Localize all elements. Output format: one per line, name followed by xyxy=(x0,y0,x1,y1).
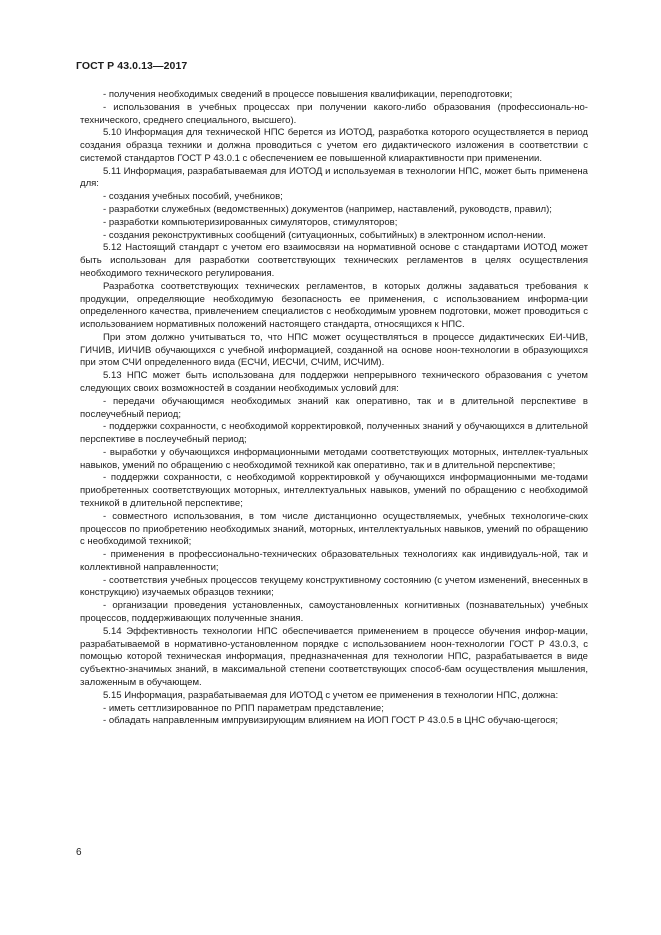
paragraph: 5.12 Настоящий стандарт с учетом его взаимосвязи на нормативной основе с стандартами ИОТОД может быть использован для разработки соответствующих технических регламентов в целях осуществления необходимого технического регулирования. xyxy=(80,242,588,279)
paragraph: - использования в учебных процессах при получении какого-либо образования (профессиональ-но-технического, среднего специального, высшего). xyxy=(80,101,588,126)
document-designation: ГОСТ Р 43.0.13—2017 xyxy=(76,60,188,72)
paragraph: - применения в профессионально-технических образовательных технологиях как индивидуаль-ной, так и коллективной направленности; xyxy=(80,549,588,573)
paragraph: - поддержки сохранности, с необходимой корректировкой, полученных знаний у обучающихся в длительной перспективе в послеучебный период; xyxy=(80,421,588,446)
paragraph: - создания учебных пособий, учебников; xyxy=(103,191,283,203)
paragraph: - разработки служебных (ведомственных) документов (например, наставлений, руководств, правил); xyxy=(103,204,552,216)
paragraph: Разработка соответствующих технических регламентов, в которых должны задаваться требования к продукции, определяющие необходимую безопасность ее применения, с использованием информа-ции определенного качества, привлечением специалистов с необходимым уровнем подготовки, может проводиться с использованием нормативных положений настоящего стандарта, относящихся к НПС. xyxy=(80,280,588,331)
paragraph: - передачи обучающимся необходимых знаний как оперативно, так и в длительной перспективе в послеучебный период; xyxy=(80,395,588,420)
paragraph: 5.14 Эффективность технологии НПС обеспечивается применением в процессе обучения инфор-мации, разрабатываемой в нормативно-установленном порядке с использованием ноон-технологии ГОСТ Р 43.0.3, с помощью которой техническая информация, предназначенная для технологии НПС, разрабатывается в виде субъектно-значимых знаний, в максимальной степени соответствующих способ-бам осуществления мышления, заложенным в обучающем. xyxy=(80,625,588,688)
paragraph: - организации проведения установленных, самоустановленных когнитивных (познавательных) учебных процессов, поддерживающих полученные знания. xyxy=(80,600,588,625)
paragraph: - выработки у обучающихся информационными методами соответствующих моторных, интеллек-туальных навыков, умений по обращению с необходимой техникой как оперативно, так и в длительной перспективе; xyxy=(80,446,588,471)
paragraph: 5.10 Информация для технической НПС берется из ИОТОД, разработка которого осуществляется в период создания образца техники и должна проводиться с учетом его дидактического изложения в соответствии с системой стандартов ГОСТ Р 43.0.1 с обеспечением ее повышенной клиарактивности при применении. xyxy=(80,127,588,164)
paragraph: 5.13 НПС может быть использована для поддержки непрерывного технического образования с учетом следующих своих возможностей в создании необходимых условий для: xyxy=(80,370,588,394)
paragraph: - создания реконструктивных сообщений (ситуационных, событийных) в электронном испол-нении. xyxy=(103,229,546,241)
paragraph: - получения необходимых сведений в процессе повышения квалификации, переподготовки; xyxy=(103,89,513,100)
paragraph: - иметь сеттлизированное по РПП параметрам представление; xyxy=(103,702,384,714)
paragraph: - разработки компьютеризированных симуляторов, стимуляторов; xyxy=(103,216,398,228)
paragraph: 5.11 Информация, разрабатываемая для ИОТОД и используемая в технологии НПС, может быть применена для: xyxy=(80,165,588,190)
paragraph: - поддержки сохранности, с необходимой корректировкой у обучающихся информационными ме-тодами приобретенных соответствующих моторных, интеллектуальных навыков, умений по обращению с необходимой техникой в длительной перспективе; xyxy=(80,472,588,509)
paragraph: - совместного использования, в том числе дистанционно осуществляемых, учебных технологиче-ских процессов по приобретению необходимых знаний, моторных, интеллектуальных навыков, умений по обращению с необходимой техникой; xyxy=(80,510,588,548)
paragraph: 5.15 Информация, разрабатываемая для ИОТОД с учетом ее применения в технологии НПС, должна: xyxy=(103,689,559,701)
body-text xyxy=(80,89,588,728)
page-number: 6 xyxy=(76,847,82,858)
paragraph: - соответствия учебных процессов текущему конструктивному состоянию (с учетом изменений, внесенных в конструкцию) изучаемых образцов техники; xyxy=(80,574,588,599)
paragraph: - обладать направленным импрувизирующим влиянием на ИОП ГОСТ Р 43.0.5 в ЦНС обучаю-щегося; xyxy=(103,715,559,727)
paragraph: При этом должно учитываться то, что НПС может осуществляться в процессе дидактических ЕИ-ЧИВ, ГИЧИВ, ИИЧИВ обучающихся с учебной информацией, созданной на основе ноон-технологии в образующихся при этом СЧИ определенного вида (ЕСЧИ, ИЕСЧИ, СЧИМ, ИСЧИМ). xyxy=(80,331,588,369)
